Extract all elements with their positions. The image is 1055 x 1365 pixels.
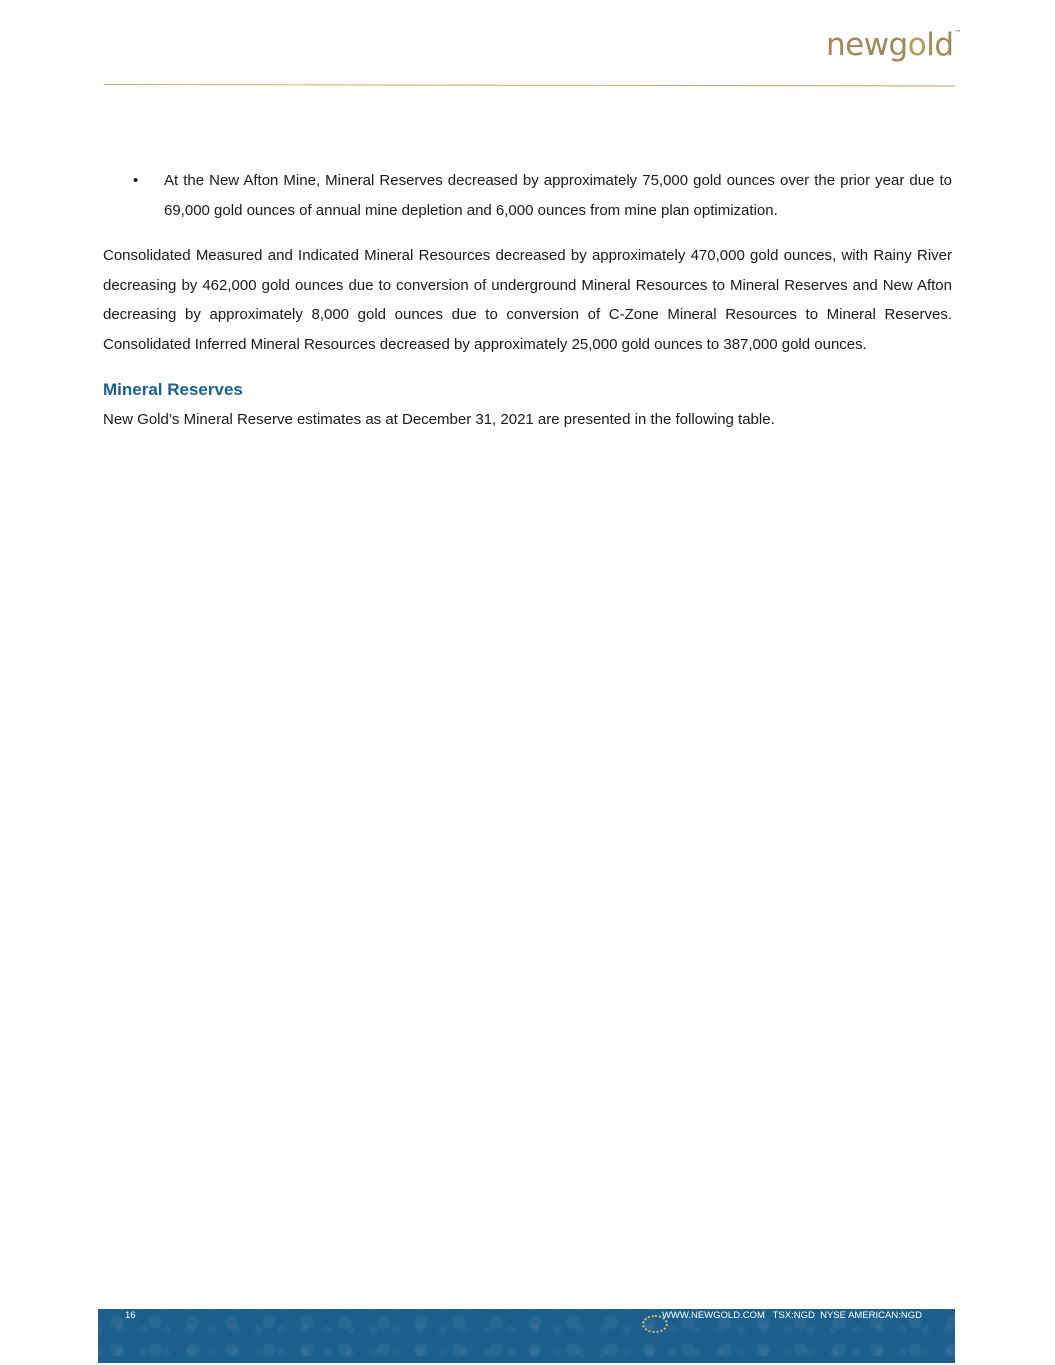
bullet-icon: • (133, 172, 139, 189)
page-content (103, 166, 952, 435)
newgold-logo: newgold™ (825, 27, 961, 63)
resources-paragraph: Consolidated Measured and Indicated Mineral Resources decreased by approximately 470,000 gold ounces, with Rainy River decreasing by 462,000 gold ounces due to conversion of underground Mineral Resources to Mineral Reserves and New Afton decreasing by approximately 8,000 gold ounces due to conversion of C-Zone Mineral Resources to Mineral Reserves. Consolidated Inferred Mineral Resources decreased by approximately 25,000 gold ounces to 387,000 gold ounces. (103, 247, 952, 353)
page-number: 16 (125, 1310, 136, 1321)
footer-links: WWW.NEWGOLD.COM TSX:NGD NYSE AMERICAN:NGD (661, 1310, 922, 1321)
section-heading: Mineral Reserves (103, 380, 243, 399)
bullet-text: At the New Afton Mine, Mineral Reserves decreased by approximately 75,000 gold ounces over the prior year due to 69,000 gold ounces of annual mine depletion and 6,000 ounces from mine plan optimization. (164, 172, 952, 219)
footer-band (98, 1309, 955, 1363)
header-divider (104, 84, 955, 86)
section-intro: New Gold’s Mineral Reserve estimates as at December 31, 2021 are presented in the following table. (103, 411, 775, 428)
bullet-item (103, 166, 952, 225)
